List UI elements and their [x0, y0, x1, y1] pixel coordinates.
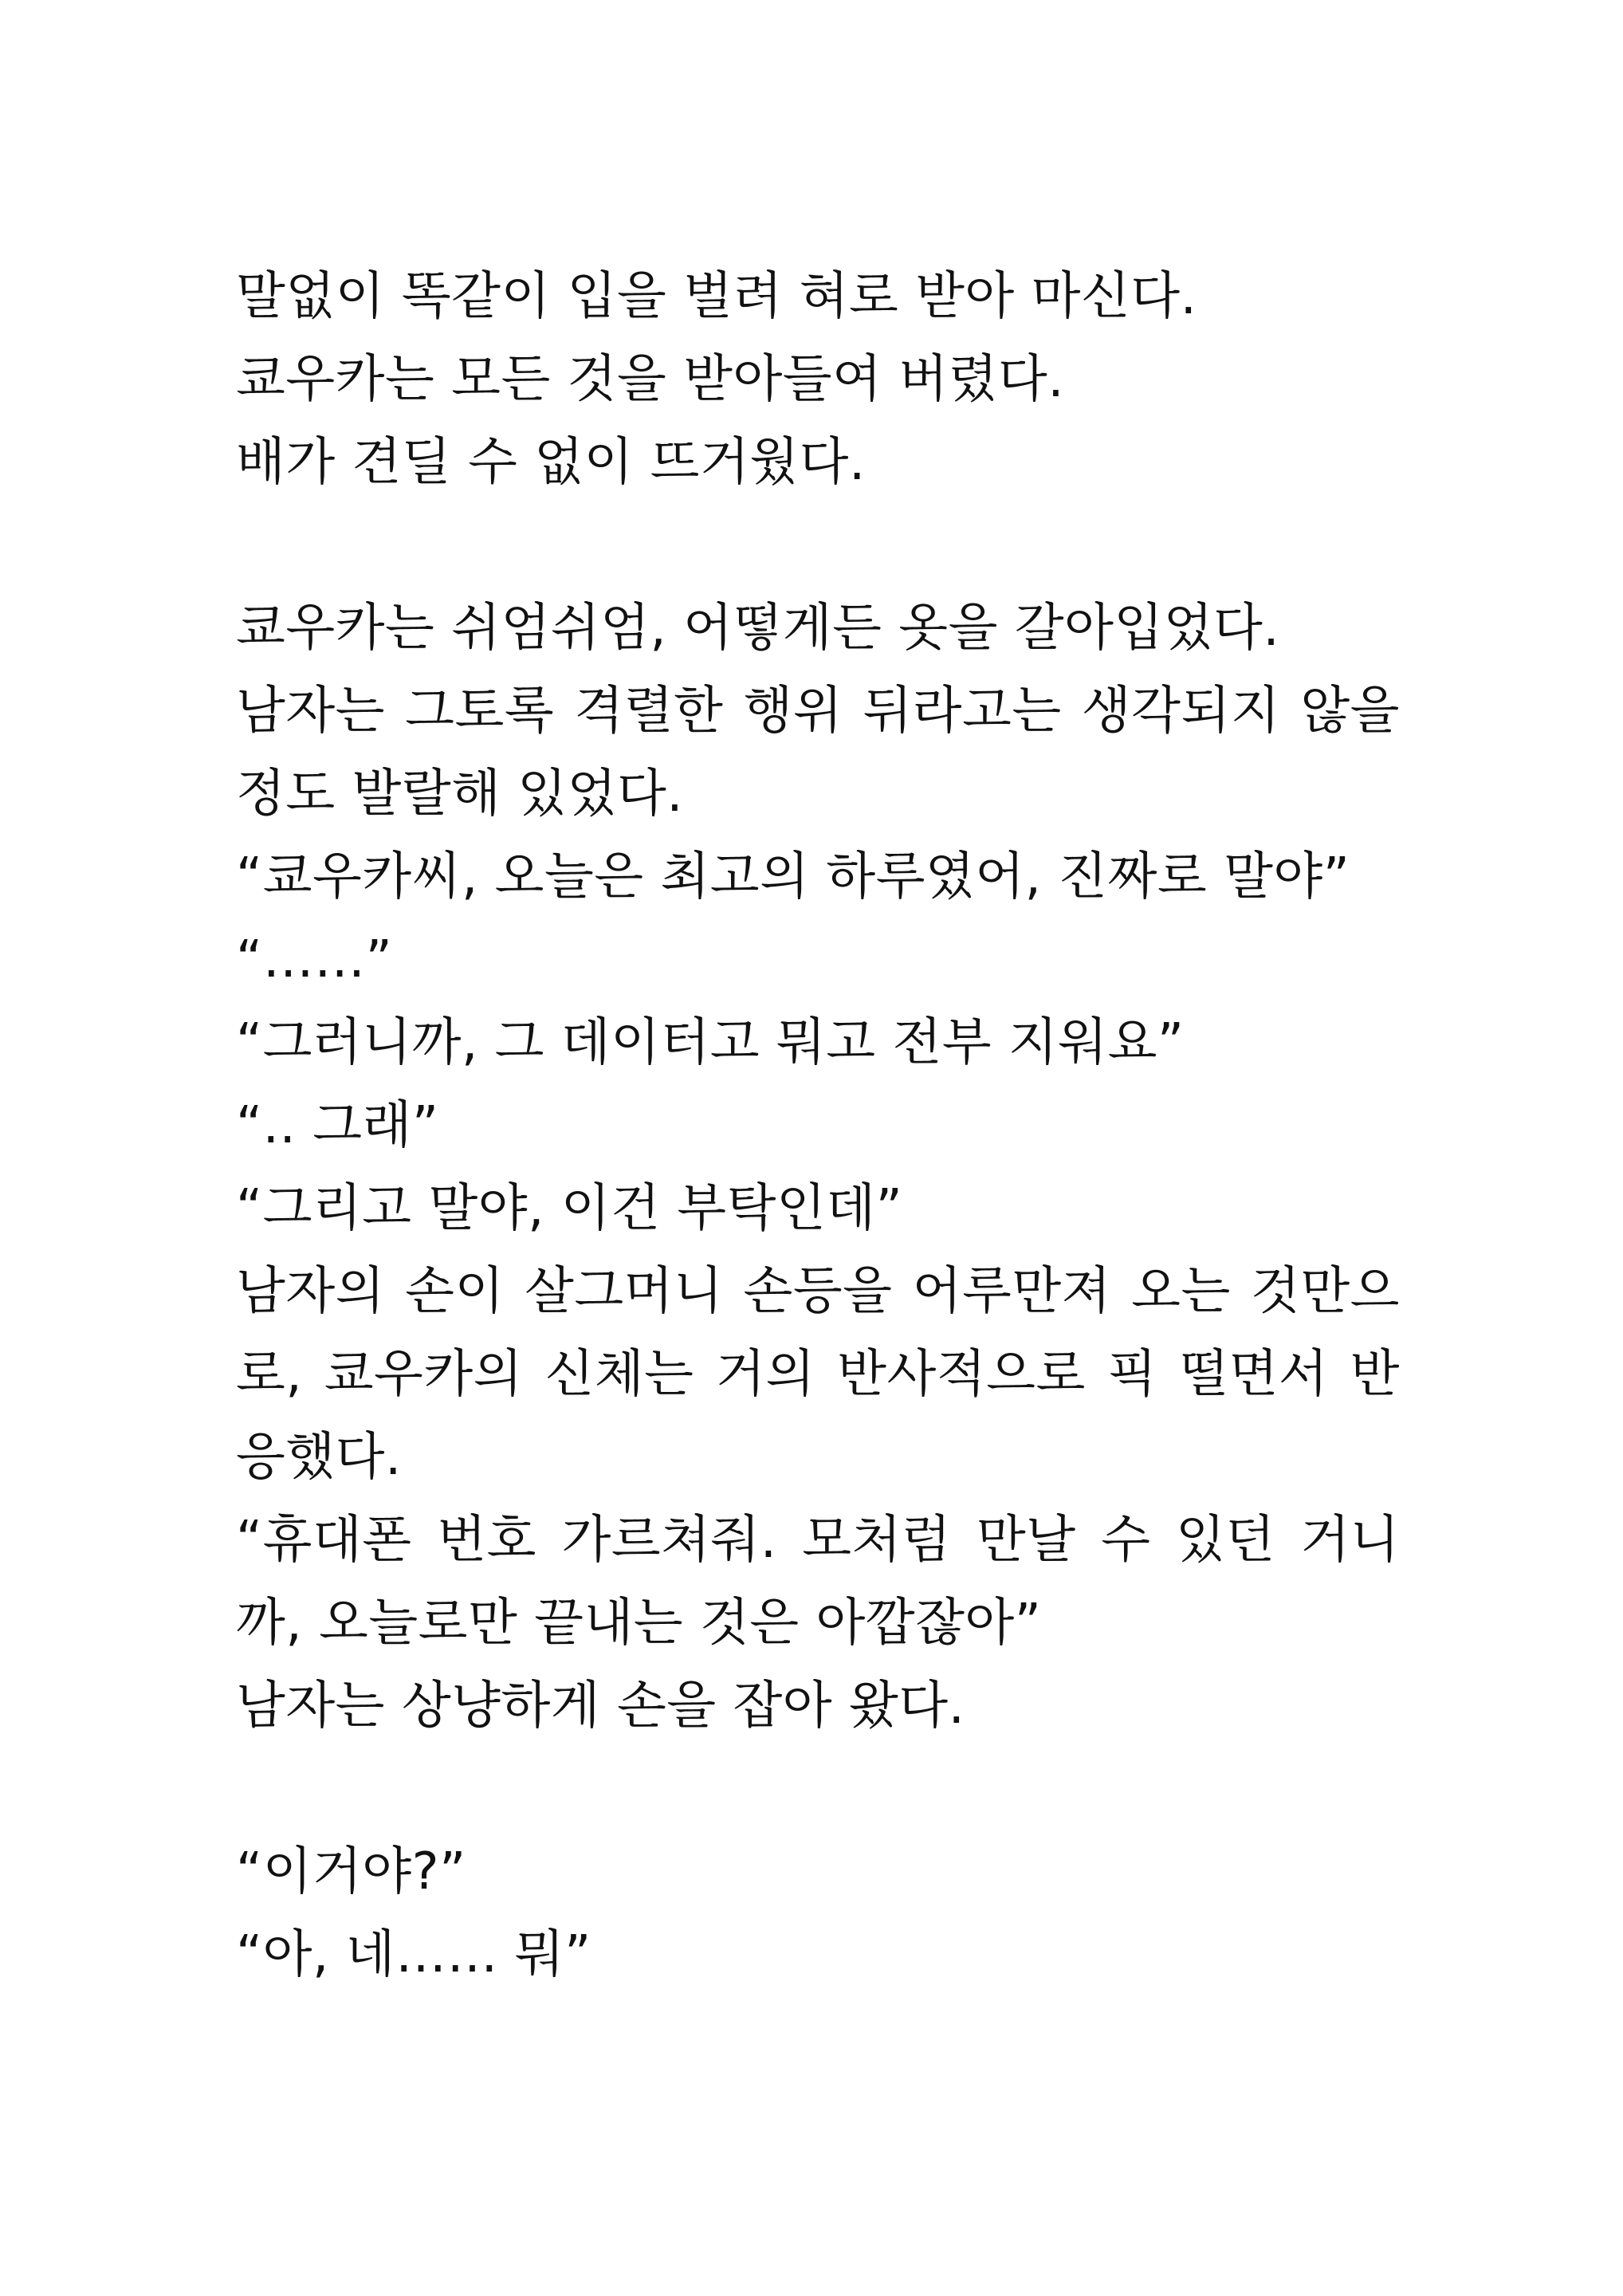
text-line-7: “쿄우카씨, 오늘은 최고의 하루였어, 진짜로 말야”: [236, 847, 1350, 906]
text-line-8: “……”: [236, 930, 393, 989]
text-line-2: 쿄우카는 모든 것을 받아들여 버렸다.: [236, 350, 1065, 409]
text-line-13: 로, 쿄우카의 신체는 거의 반사적으로 픽 떨면서 반: [236, 1345, 1400, 1404]
text-line-14: 응했다.: [236, 1428, 402, 1487]
text-line-6: 정도 발랄해 있었다.: [236, 765, 684, 824]
text-line-16: 까, 오늘로만 끝내는 것은 아깝잖아”: [236, 1594, 1042, 1653]
text-line-10: “.. 그래”: [236, 1096, 439, 1155]
text-line-15: “휴대폰 번호 가르쳐줘. 모처럼 만날 수 있던 거니: [236, 1511, 1400, 1570]
text-line-1: 말없이 똑같이 입을 벌려 혀로 받아 마신다.: [236, 267, 1197, 326]
text-line-3: 배가 견딜 수 없이 뜨거웠다.: [236, 433, 866, 492]
text-line-18: “이거야?”: [236, 1842, 466, 1901]
text-line-12: 남자의 손이 살그머니 손등을 어루만져 오는 것만으: [236, 1262, 1400, 1321]
text-line-19: “아, 네…… 뭐”: [236, 1925, 591, 1984]
text-line-4: 쿄우카는 쉬엄쉬엄, 어떻게든 옷을 갈아입었다.: [236, 599, 1280, 658]
text-line-9: “그러니까, 그 데이터고 뭐고 전부 지워요”: [236, 1013, 1185, 1072]
text-line-17: 남자는 상냥하게 손을 잡아 왔다.: [236, 1677, 965, 1736]
text-line-11: “그리고 말야, 이건 부탁인데”: [236, 1179, 903, 1238]
text-line-5: 남자는 그토록 격렬한 행위 뒤라고는 생각되지 않을: [236, 682, 1400, 741]
